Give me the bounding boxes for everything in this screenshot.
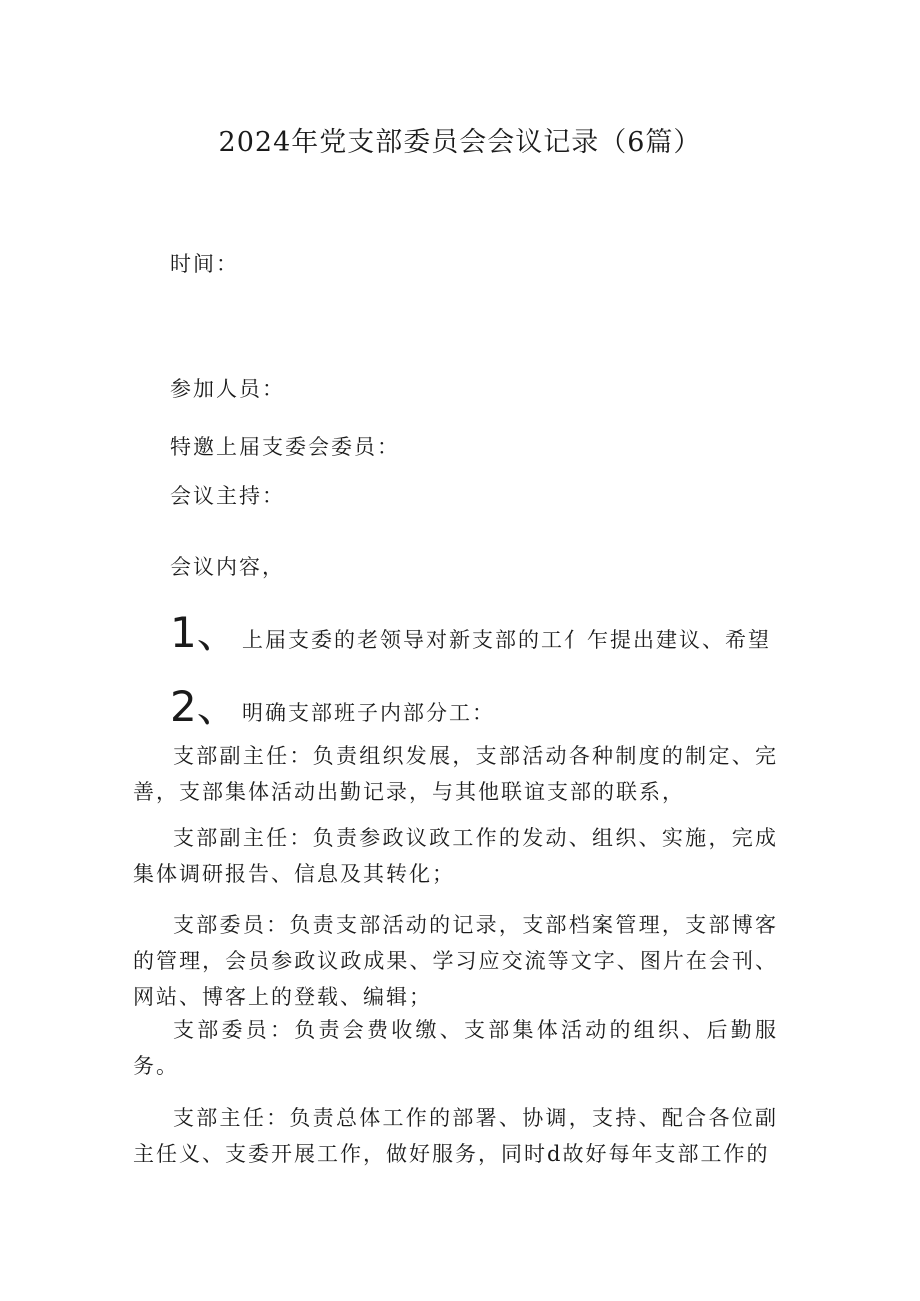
item-number: 2、 <box>170 682 239 731</box>
duty-paragraph: 支部委员：负责支部活动的记录，支部档案管理，支部博客的管理，会员参政议政成果、学习应交流等文字、图片在会刊、网站、博客上的登载、编辑； <box>133 913 778 1009</box>
duty-paragraph: 支部委员：负责会费收缴、支部集体活动的组织、后勤服务。 <box>133 1018 778 1078</box>
field-time: 时间： <box>170 252 239 276</box>
item-text: 明确支部班子内部分工： <box>242 701 495 725</box>
duty-paragraph: 支部主任：负责总体工作的部署、协调，支持、配合各位副主任义、支委开展工作，做好服务，同时d故好每年支部工作的 <box>133 1106 778 1166</box>
item-number: 1、 <box>170 608 239 657</box>
field-attendees: 参加人员： <box>170 377 285 401</box>
document-title: 2024年党支部委员会会议记录（6篇） <box>218 127 702 158</box>
duty-paragraph: 支部副主任：负责组织发展，支部活动各种制度的制定、完善，支部集体活动出勤记录，与其他联谊支部的联系， <box>133 744 778 804</box>
field-host: 会议主持： <box>170 484 285 508</box>
field-content: 会议内容， <box>170 555 285 579</box>
field-invited-members: 特邀上届支委会委员： <box>170 435 400 459</box>
duty-paragraph: 支部副主任：负责参政议政工作的发动、组织、实施，完成集体调研报告、信息及其转化； <box>133 826 778 886</box>
item-text: 上届支委的老领导对新支部的工亻乍提出建议、希望 <box>242 628 771 652</box>
